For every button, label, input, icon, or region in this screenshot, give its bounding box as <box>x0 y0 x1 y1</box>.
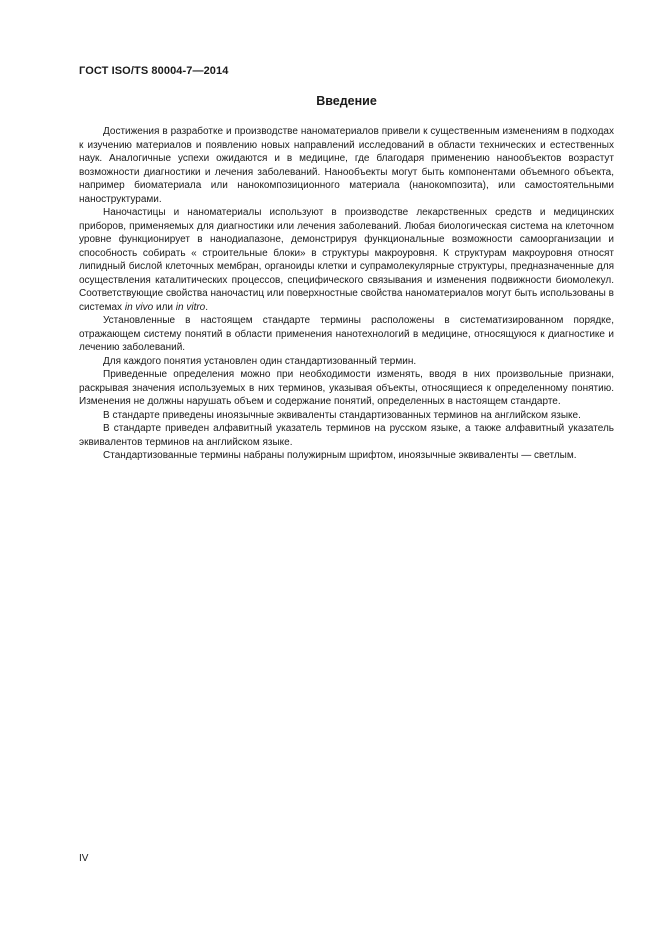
paragraph-2 <box>79 206 614 314</box>
term-in-vitro: in vitro <box>175 301 206 313</box>
section-title: Введение <box>316 94 377 108</box>
standard-code-header: ГОСТ ISO/TS 80004-7—2014 <box>79 65 229 77</box>
paragraph-1: Достижения в разработке и производстве наноматериалов привели к существенным изменениям в подходах к изучению материалов и появлению новых направлений исследований в области технических и естественных наук. Аналогичные успехи ожидаются и в медицине, где благодаря применению нанообъектов возрастут возможности диагностики и лечения заболеваний. Нанообъекты могут быть компонентами объемного объекта, например биоматериала или нанокомпозиционного материала (нанокомпозита), или самостоятельными наноструктурами. <box>79 126 614 205</box>
paragraph-3: Установленные в настоящем стандарте термины расположены в систематизированном порядке, отражающем систему понятий в области применения нанотехнологий в медицине, относящуюся к диагностике и лечению заболеваний. <box>79 315 614 353</box>
paragraph-7: В стандарте приведен алфавитный указатель терминов на русском языке, а также алфавитный указатель эквивалентов терминов на английском языке. <box>79 423 614 448</box>
introduction-body <box>79 125 614 463</box>
paragraph-2-text: Наночастицы и наноматериалы используют в производстве лекарственных средств и медицинских приборов, применяемых для диагностики или лечения заболеваний. Любая биологическая система на клеточном уровне функционирует в нанодиапазоне, демонстрируя функциональные возможности самоорганизации и способность собирать « строительные блоки» в структуры макроуровня. К структурам макроуровня относят липидный бислой клеточных мембран, органоиды клетки и супрамолекулярные структуры, предназначенные для осуществления каталитических процессов, специфического связывания и изменения подвижности биомолекул. Соответствующие свойства наночастиц или поверхностные свойства наноматериалов могут быть использованы в системах <box>79 207 614 313</box>
paragraph-4: Для каждого понятия установлен один стандартизованный термин. <box>103 355 417 367</box>
page-number: IV <box>79 853 89 864</box>
paragraph-2-end: . <box>205 301 209 313</box>
paragraph-5: Приведенные определения можно при необходимости изменять, вводя в них произвольные признаки, раскрывая значения используемых в них терминов, указывая объекты, относящиеся к определенному понятию. Изменения не должны нарушать объем и содержание понятий, определенных в настоящем стандарте. <box>79 369 614 407</box>
conjunction-or: или <box>153 301 176 313</box>
paragraph-8: Стандартизованные термины набраны полужирным шрифтом, иноязычные эквиваленты — светлым. <box>103 450 577 461</box>
term-in-vivo: in vivo <box>124 301 154 313</box>
paragraph-6: В стандарте приведены иноязычные эквиваленты стандартизованных терминов на английском языке. <box>103 409 581 421</box>
